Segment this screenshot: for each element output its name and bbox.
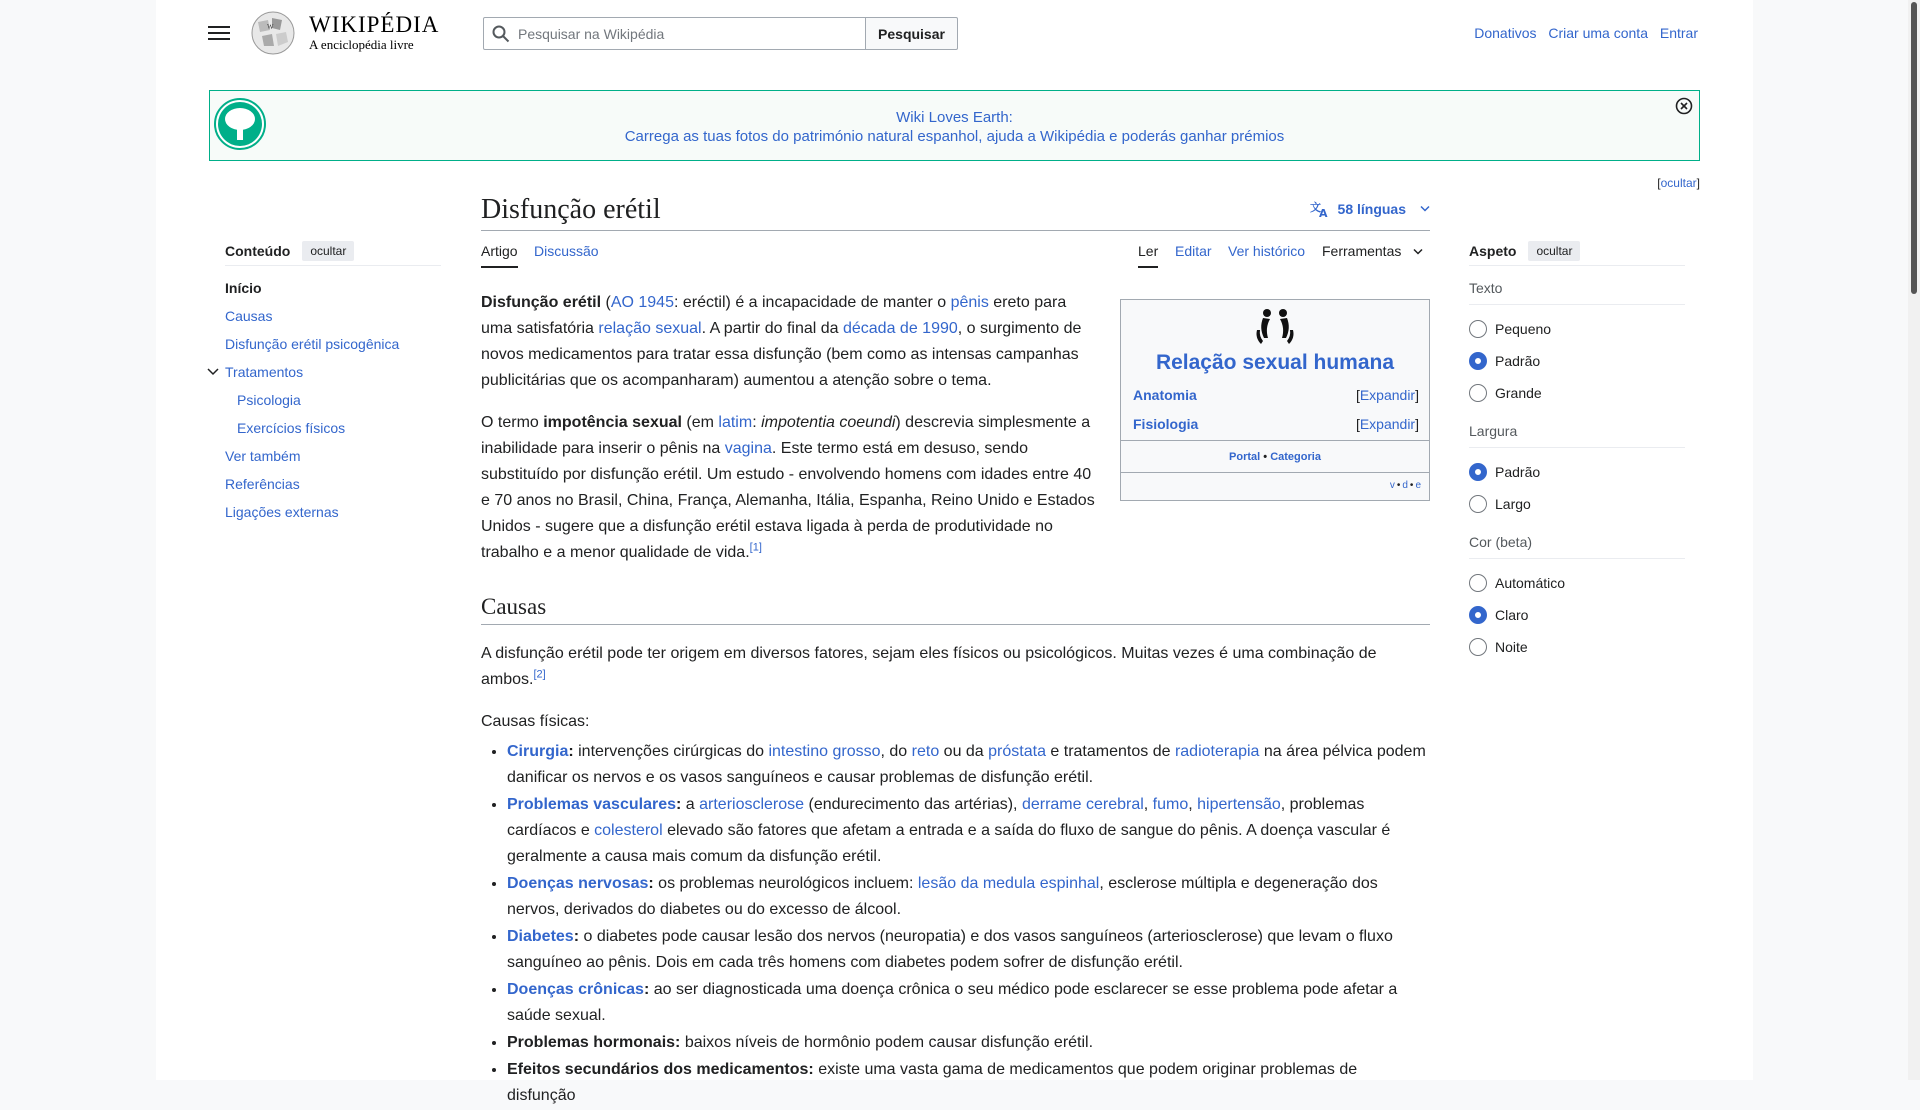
campaign-banner — [209, 90, 1700, 161]
colon: : — [675, 1034, 681, 1051]
list-item — [507, 871, 1430, 923]
tab-discussao[interactable]: Discussão — [534, 243, 599, 259]
inline-link[interactable]: arteriosclerose — [699, 796, 805, 813]
toc-link[interactable]: Tratamentos — [225, 364, 304, 380]
hide-banner-link[interactable]: [ocultar] — [1657, 176, 1700, 190]
inline-link[interactable]: derrame cerebral — [1021, 796, 1144, 813]
inline-link[interactable]: pênis — [950, 294, 989, 311]
tab-ver-historico[interactable]: Ver histórico — [1228, 243, 1306, 259]
list-item — [507, 1030, 1430, 1056]
portal-link[interactable]: Portal — [1229, 451, 1261, 463]
colon: : — [648, 875, 654, 892]
expand-toggle[interactable]: [Expandir] — [1355, 387, 1419, 403]
inline-link[interactable]: hipertensão — [1197, 796, 1281, 813]
chevron-down-icon — [1413, 248, 1423, 256]
text: existe uma vasta gama de medicamentos que podem originar problemas de disfunção — [507, 1061, 1358, 1104]
inline-link[interactable]: AO 1945 — [610, 294, 674, 311]
toc-link[interactable]: Causas — [225, 308, 273, 324]
appearance-group-label: Largura — [1469, 421, 1685, 448]
infobox-navbox — [1120, 299, 1430, 501]
toc-item-psicologia[interactable] — [225, 386, 441, 414]
radio-label: Noite — [1495, 639, 1528, 655]
search-icon — [492, 25, 510, 43]
text: ( — [601, 294, 611, 311]
text: ) descrevia simplesmente a inabilidade para inserir o pênis na — [481, 414, 1091, 457]
appearance-group-label: Texto — [1469, 278, 1685, 305]
donate-link[interactable]: Donativos — [1474, 25, 1537, 41]
radio-option[interactable] — [1469, 631, 1685, 663]
appearance-panel — [1469, 236, 1685, 671]
radio-label: Claro — [1495, 607, 1529, 623]
colon: : — [568, 743, 574, 760]
text: intervenções cirúrgicas do — [573, 743, 769, 760]
inline-link[interactable]: radioterapia — [1174, 743, 1260, 760]
toc-link[interactable]: Ligações externas — [225, 504, 339, 520]
edit-template-link[interactable]: e — [1415, 480, 1421, 491]
appearance-title: Aspeto — [1469, 242, 1517, 259]
text: O termo — [481, 414, 544, 431]
bold-term: Disfunção erétil — [481, 294, 602, 311]
svg-text:A: A — [1318, 207, 1328, 218]
radio-unselected-icon[interactable] — [1469, 320, 1487, 338]
text: os problemas neurológicos incluem: — [653, 875, 918, 892]
section-heading-causas: Causas — [481, 594, 1430, 625]
text: (em — [681, 414, 719, 431]
toc-header — [225, 236, 441, 266]
list-item — [507, 1057, 1430, 1109]
toc-item-ligacoes[interactable] — [225, 498, 441, 526]
tools-menu[interactable] — [1322, 243, 1423, 266]
list-item — [507, 739, 1430, 791]
separator: • — [1260, 451, 1271, 463]
text: ao ser diagnosticada uma doença crônica o seu médico pode esclarecer se esse problema pode afetar a saúde sexual. — [507, 981, 1398, 1024]
appearance-header — [1469, 236, 1685, 266]
list-item — [507, 924, 1430, 976]
appearance-group — [1469, 421, 1685, 520]
lead-paragraph-1 — [481, 290, 1101, 394]
cause-label: Efeitos secundários dos medicamentos — [507, 1061, 809, 1078]
inline-link[interactable]: intestino grosso — [768, 743, 881, 760]
toc-item-tratamentos[interactable] — [225, 358, 441, 386]
colon: : — [573, 928, 580, 945]
chevron-down-icon — [1420, 205, 1430, 213]
radio-selected-icon[interactable] — [1469, 352, 1487, 370]
banner-title-link[interactable]: Wiki Loves Earth: — [896, 109, 1013, 126]
appearance-hide-button[interactable]: ocultar — [1528, 241, 1580, 261]
inline-link[interactable]: latim — [718, 414, 753, 431]
toc-link[interactable]: Referências — [225, 476, 300, 492]
toc-item-inicio[interactable]: Início — [225, 280, 262, 296]
toc-link[interactable]: Disfunção erétil psicogênica — [225, 336, 400, 352]
category-link[interactable]: Categoria — [1270, 451, 1321, 463]
create-account-link[interactable]: Criar uma conta — [1548, 25, 1648, 41]
infobox-vde: v • d • e — [1121, 472, 1429, 500]
text: , — [1143, 796, 1153, 813]
infobox-row-fisiologia — [1121, 411, 1429, 440]
text: , — [1188, 796, 1198, 813]
cause-link[interactable]: Diabetes — [507, 928, 574, 945]
svg-text:文: 文 — [1309, 201, 1321, 214]
search-input[interactable] — [518, 18, 858, 49]
svg-text:W: W — [267, 23, 274, 31]
inline-link[interactable]: relação sexual — [598, 320, 702, 337]
main-menu-button[interactable] — [208, 22, 230, 42]
search-button[interactable]: Pesquisar — [865, 17, 958, 50]
text: elevado são fatores que afetam a entrada e a saída do fluxo de sangue do pênis. A doença vascular é geralmente a causa mais comum da disfunção erétil. — [507, 822, 1391, 865]
radio-option[interactable] — [1469, 567, 1685, 599]
page-tabs — [481, 230, 1430, 268]
radio-option[interactable] — [1469, 313, 1685, 345]
inline-link[interactable]: década de 1990 — [842, 320, 958, 337]
infobox-row-anatomia — [1121, 382, 1429, 411]
inline-link[interactable]: colesterol — [594, 822, 663, 839]
list-item — [507, 792, 1430, 870]
inline-link[interactable]: reto — [911, 743, 940, 760]
radio-label: Pequeno — [1495, 321, 1552, 337]
close-banner-icon[interactable] — [1675, 97, 1693, 115]
view-template-link[interactable]: v — [1389, 480, 1395, 491]
text: A disfunção erétil pode ter origem em diversos fatores, sejam eles físicos ou psicológicos. Muitas vezes é uma combinação de ambos. — [481, 645, 1377, 688]
wikipedia-globe-icon[interactable] — [248, 10, 298, 56]
bold-term: impotência sexual — [543, 414, 682, 431]
expand-link[interactable]: Expandir — [1359, 416, 1416, 432]
discuss-template-link[interactable]: d — [1402, 480, 1408, 491]
toc-item-ver-tambem[interactable] — [225, 442, 441, 470]
text: (endurecimento das artérias), — [804, 796, 1022, 813]
text: a — [681, 796, 700, 813]
wikipedia-tagline: A enciclopédia livre — [309, 37, 414, 52]
colon: : — [643, 981, 650, 998]
causes-intro — [481, 641, 1430, 693]
appearance-group-label: Cor (beta) — [1469, 532, 1685, 559]
radio-label: Padrão — [1495, 464, 1541, 480]
radio-option[interactable] — [1469, 377, 1685, 409]
inline-link[interactable]: fumo — [1152, 796, 1189, 813]
text: . Este termo está em desuso, sendo substituído por disfunção erétil. Um estudo - envolvendo homens com idades entre 40 e 70 anos no Brasil, China, França, Alemanha, Itália, Espanha, Reino Unido e Estados Unidos - sugere que a disfunção erétil estava ligada à perda de produtividade no trabalho e a menor qualidade de vida. — [481, 440, 1095, 561]
colon: : — [676, 796, 682, 813]
radio-option[interactable] — [1469, 456, 1685, 488]
scrollbar[interactable] — [1908, 0, 1920, 1080]
banner-message[interactable] — [270, 108, 1639, 146]
radio-option[interactable] — [1469, 488, 1685, 520]
text: : — [752, 414, 762, 431]
text: . A partir do final da — [701, 320, 843, 337]
cause-link[interactable]: Cirurgia — [507, 743, 569, 760]
hide-banner-text[interactable]: ocultar — [1660, 176, 1697, 190]
login-link[interactable]: Entrar — [1659, 25, 1698, 41]
physical-causes-label: Causas físicas: — [481, 713, 590, 730]
cause-label: Problemas hormonais — [507, 1034, 676, 1051]
toc-link[interactable]: Ver também — [225, 448, 301, 464]
expand-link[interactable]: Expandir — [1359, 387, 1416, 403]
radio-unselected-icon[interactable] — [1469, 495, 1487, 513]
text: : eréctil) é a incapacidade de manter o — [673, 294, 951, 311]
text: , o surgimento de novos medicamentos para tratar essa disfunção (bem como as intensas campanhas publicitárias que os acompanharam) aumentou a atenção sobre o tema. — [481, 320, 1082, 389]
text: na área pélvica podem danificar os nervos e os vasos sanguíneos e causar problemas de disfunção erétil. — [507, 743, 1426, 786]
table-of-contents — [225, 236, 441, 526]
cause-link[interactable]: Problemas vasculares — [507, 796, 676, 813]
radio-label: Grande — [1495, 385, 1542, 401]
colon: : — [808, 1061, 814, 1078]
radio-option[interactable] — [1469, 345, 1685, 377]
menu-line — [208, 38, 230, 40]
tab-ler[interactable]: Ler — [1138, 243, 1158, 268]
cause-link[interactable]: Doenças nervosas — [507, 875, 649, 892]
toc-list — [225, 274, 441, 526]
text: o diabetes pode causar lesão dos nervos (neuropatia) e dos vasos sanguíneos (arteriosclerose) que levam o fluxo sanguíneo ao pênis. Dois em cada três homens com diabetes podem sofrer de disfunção erétil. — [507, 928, 1393, 971]
radio-option[interactable] — [1469, 599, 1685, 631]
radio-unselected-icon[interactable] — [1469, 574, 1487, 592]
wiki-loves-earth-logo-icon — [214, 98, 266, 150]
radio-selected-icon[interactable] — [1469, 606, 1487, 624]
language-button[interactable] — [1310, 200, 1430, 218]
banner-description-link[interactable]: Carrega as tuas fotos do património natural espanhol, ajuda a Wikipédia e poderás ganhar prémios — [624, 128, 1285, 145]
toc-item-causas[interactable] — [225, 302, 441, 330]
italic-term: impotentia coeundi — [761, 414, 896, 431]
expand-toggle[interactable]: [Expandir] — [1355, 416, 1419, 432]
toc-hide-button[interactable]: ocultar — [302, 241, 354, 261]
toc-item-exercicios[interactable] — [225, 414, 441, 442]
translate-icon — [1310, 200, 1330, 218]
tab-artigo[interactable]: Artigo — [481, 243, 518, 268]
toc-item-referencias[interactable] — [225, 470, 441, 498]
search-box — [483, 17, 866, 50]
radio-label: Largo — [1495, 496, 1531, 512]
text: ereto para uma satisfatória — [481, 294, 1067, 337]
wikipedia-wordmark[interactable]: WIKIPÉDIA — [309, 12, 440, 37]
page-title: Disfunção erétil — [481, 194, 661, 225]
appearance-groups — [1469, 278, 1685, 663]
tab-editar[interactable]: Editar — [1175, 243, 1212, 259]
appearance-group — [1469, 532, 1685, 663]
reference-link[interactable]: [2] — [533, 668, 546, 681]
causes-list — [481, 739, 1430, 1109]
menu-line — [208, 32, 230, 34]
menu-line — [208, 26, 230, 28]
toc-link[interactable]: Psicologia — [237, 392, 301, 408]
radio-label: Padrão — [1495, 353, 1541, 369]
infobox-row-label[interactable]: Anatomia — [1133, 387, 1197, 403]
cause-link[interactable]: Doenças crônicas — [507, 981, 644, 998]
radio-unselected-icon[interactable] — [1469, 384, 1487, 402]
lead-paragraph-2 — [481, 410, 1101, 566]
text: , problemas cardíacos e — [507, 796, 1365, 839]
infobox-title[interactable]: Relação sexual humana — [1155, 351, 1395, 374]
toc-title: Conteúdo — [225, 242, 291, 259]
human-sexuality-symbol-icon — [1249, 306, 1301, 350]
scrollbar-thumb[interactable] — [1911, 2, 1917, 294]
chevron-down-icon[interactable] — [207, 367, 219, 377]
infobox-portal-links — [1121, 440, 1429, 472]
article — [481, 188, 1430, 1110]
inline-link[interactable]: vagina — [724, 440, 772, 457]
text: e tratamentos de — [1045, 743, 1175, 760]
text: , esclerose múltipla e degeneração dos nervos, derivados do diabetes ou do excesso de álcool. — [507, 875, 1378, 918]
text: , do — [880, 743, 912, 760]
reference-link[interactable]: [1] — [749, 541, 762, 554]
title-bar — [481, 188, 1430, 230]
user-navigation — [1466, 25, 1698, 41]
tools-menu-label: Ferramentas — [1322, 243, 1402, 259]
toc-item-psicogenica[interactable] — [225, 330, 441, 358]
inline-link[interactable]: lesão da medula espinhal — [917, 875, 1100, 892]
text: ou da — [939, 743, 989, 760]
list-item — [507, 977, 1430, 1029]
infobox-row-label[interactable]: Fisiologia — [1133, 416, 1199, 432]
appearance-group — [1469, 278, 1685, 409]
language-count: 58 línguas — [1337, 201, 1406, 217]
text: baixos níveis de hormônio podem causar disfunção erétil. — [680, 1034, 1094, 1051]
article-content — [481, 290, 1430, 1109]
radio-label: Automático — [1495, 575, 1566, 591]
radio-selected-icon[interactable] — [1469, 463, 1487, 481]
inline-link[interactable]: próstata — [988, 743, 1046, 760]
toc-link[interactable]: Exercícios físicos — [237, 420, 346, 436]
radio-unselected-icon[interactable] — [1469, 638, 1487, 656]
